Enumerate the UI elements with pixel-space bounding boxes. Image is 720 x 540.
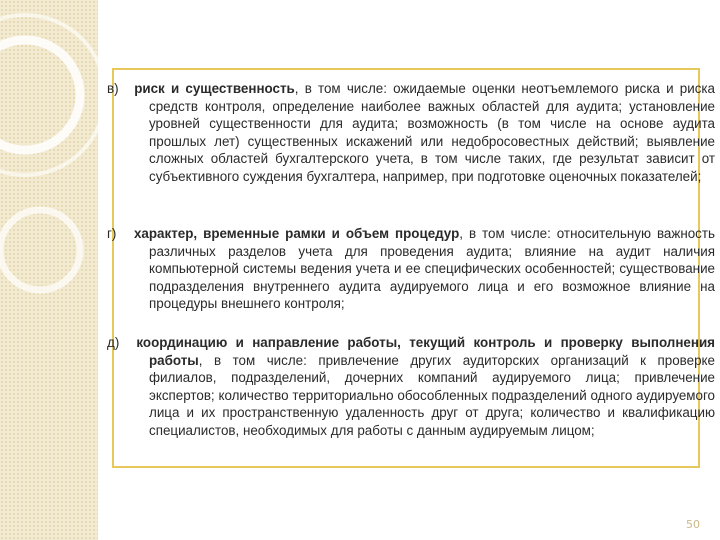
- paragraph-lead: риск и существенность: [134, 81, 295, 96]
- paragraph-d: д) координацию и направление работы, текущий контроль и проверку выполнения работы, в том числе: привлечение других аудиторских организаций к проверке филиалов, подразделений, дочерних компаний аудируемого лица; привлечение экспертов; количество территориально обособленных подразделений одного аудируемого лица и их пространственную удаленность друг от друга; количество и квалификацию специалистов, необходимых для работы с данным аудируемым лицом;: [107, 335, 715, 438]
- paragraph-text: , в том числе: ожидаемые оценки неотъемлемого риска и риска средств контроля, определение наиболее важных областей для аудита; установление уровней существенности для аудита; возможность (в том числе на основе аудита прошлых лет) существенных искажений или недобросовестных действий; выявление сложных областей бухгалтерского учета, в том числе таких, где результат зависит от субъективного суждения бухгалтера, например, при подготовке оценочных показателей;: [149, 81, 716, 184]
- paragraph-text: , в том числе: относительную важность различных разделов учета для проведения аудита; влияние на аудит наличия компьютерной системы ведения учета и ее специфических особенностей; существование подразделения внутреннего аудита аудируемого лица и его возможное влияние на процедуры внешнего контроля;: [149, 226, 715, 312]
- paragraph-v: в) риск и существенность, в том числе: ожидаемые оценки неотъемлемого риска и риска средств контроля, определение наиболее важных областей для аудита; установление уровней существенности для аудита; возможность (в том числе на основе аудита прошлых лет) существенных искажений или недобросовестных действий; выявление сложных областей бухгалтерского учета, в том числе таких, где результат зависит от субъективного суждения бухгалтера, например, при подготовке оценочных показателей;: [107, 81, 716, 184]
- paragraph-text: , в том числе: привлечение других аудиторских организаций к проверке филиалов, подразделений, дочерних компаний аудируемого лица; привлечение экспертов; количество территориально обособленных подразделений одного аудируемого лица и их пространственную удаленность друг от друга; количество и квалификацию специалистов, необходимых для работы с данным аудируемым лицом;: [149, 352, 715, 438]
- paragraph-lead: характер, временные рамки и объем процедур: [133, 226, 460, 241]
- page-number: 50: [686, 518, 700, 531]
- paragraph-g: г) характер, временные рамки и объем процедур, в том числе: относительную важность различных разделов учета для проведения аудита; влияние на аудит наличия компьютерной системы ведения учета и ее специфических особенностей; существование подразделения внутреннего аудита аудируемого лица и его возможное влияние на процедуры внешнего контроля;: [107, 226, 715, 312]
- paragraph-lead: координацию и направление работы, текущий контроль и проверку выполнения работы: [136, 335, 715, 368]
